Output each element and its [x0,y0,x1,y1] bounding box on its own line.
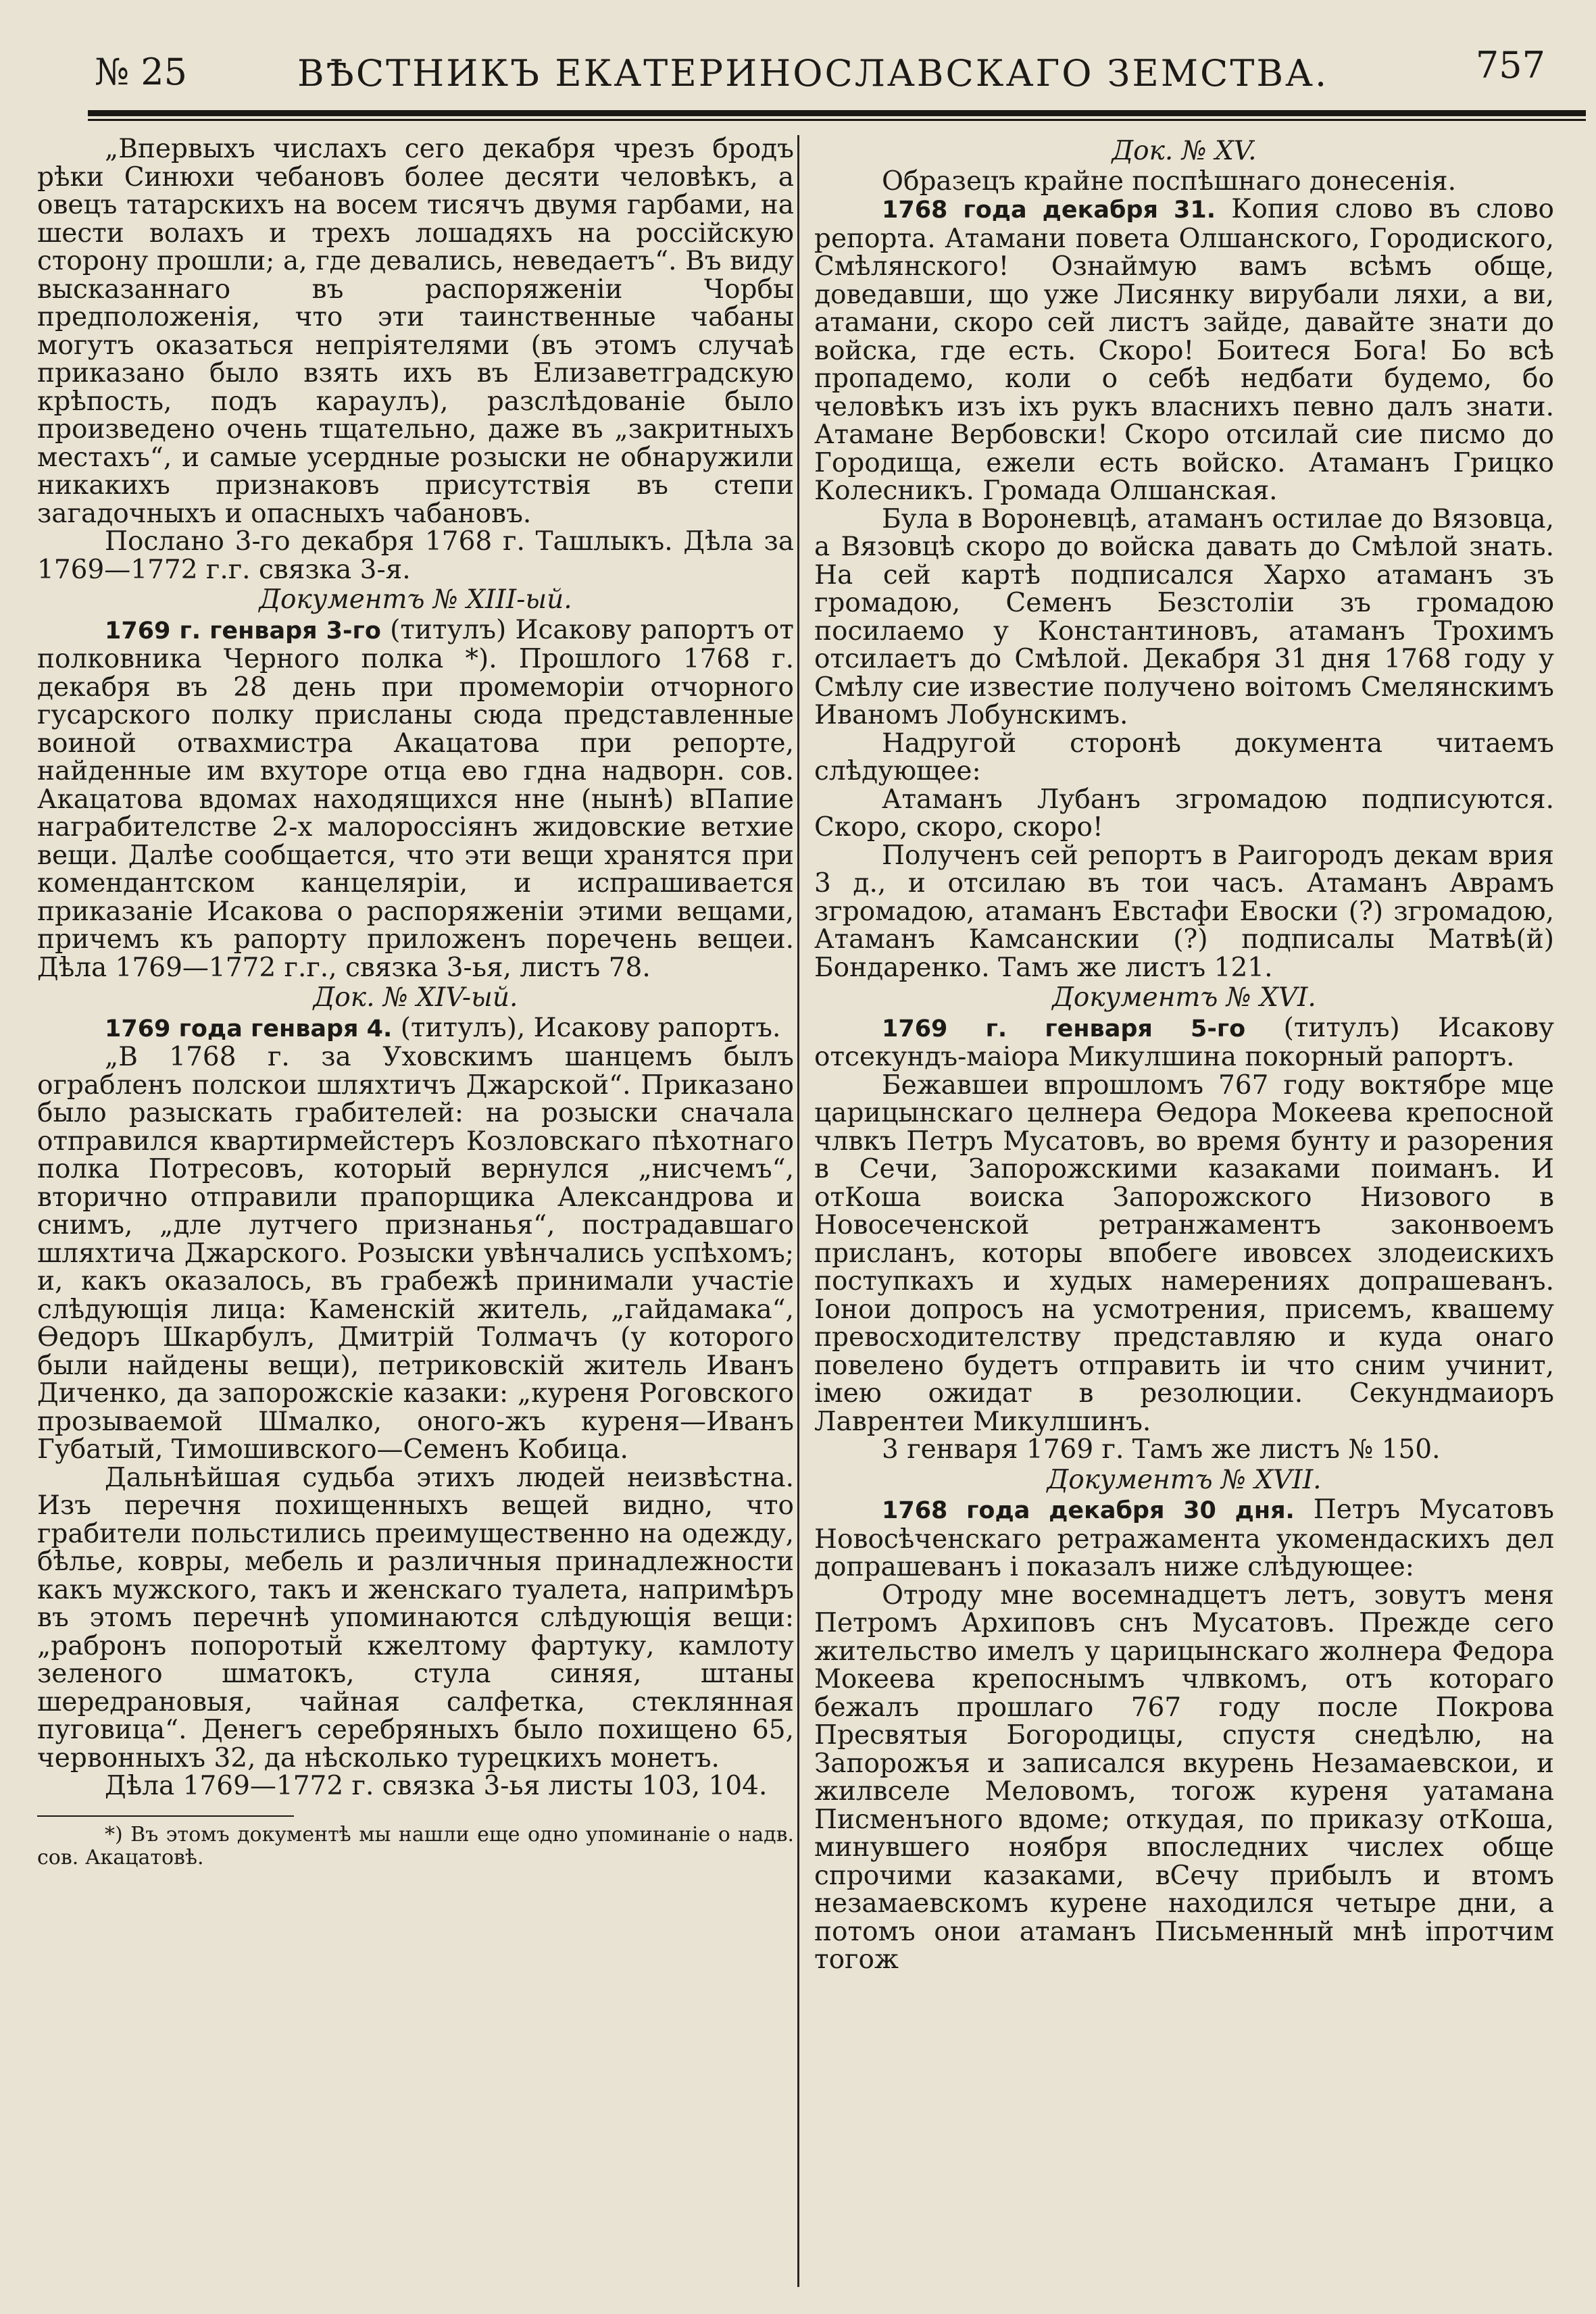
left-column [37,135,794,2287]
paragraph: Полученъ сей репортъ в Раигородъ декам врия 3 д., и отсилаю въ тои часъ. Атаманъ Аврамъ згромадою, атаманъ Евстафи Евоски (?) згромадою, Атаманъ Камсанскии (?) подписалы Матвѣ(й) Бондаренко. Тамъ же листъ 121. [814,840,1554,983]
paragraph: Була в Вороневцѣ, атаманъ остилае до Вязовца, а Вязовцѣ скоро до войска давать до Смѣлой знать. На сей картѣ подписался Хархо атаманъ зъ громадою, Семенъ Безстолiи зъ громадою посилаемо у Константиновъ, атаманъ Трохимъ отсилаетъ до Смѣлой. Декабря 31 дня 1768 году у Смѣлу сие известие получено воiтомъ Смелянскимъ Иваномъ Лобунскимъ. [814,503,1554,730]
page-number: 757 [1475,44,1545,86]
document-date: 1769 года генваря 4. [105,1015,393,1042]
document-15 [814,195,1554,505]
document-17 [814,1496,1554,1582]
paragraph: Бежавшеи впрошломъ 767 году воктябре мце царицынскагo целнера Ѳедора Мокеева крепосной члвкъ Петръ Мусатовъ, во время бунту и разорения в Сечи, Запорожскими казаками поиманъ. И отКоша воиска Запорожского Низового в Новосеченской ретранжаментъ законвоемъ присланъ, которы впобеге ивовсех злодеискихъ поступкахъ и худых намерениях допрашеванъ. Іонои допросъ на усмотрения, присемъ, квашему превосходителству представляю и куда онаго повелено будетъ отправить iи что сним учинит, iмею ожидат в резолюции. Секундмаиоръ Лаврентеи Микулшинъ. [814,1070,1554,1437]
paragraph: Образецъ крайне поспѣшнаго донесенія. [882,166,1456,197]
footnote-rule [37,1815,294,1817]
paragraph: 3 генваря 1769 г. Тамъ же листъ № 150. [882,1434,1441,1465]
document-text: (титулъ), Исакову рапортъ. [392,1012,781,1043]
issue-number: № 25 [95,51,187,93]
header-rule [88,110,1586,116]
column-divider [797,135,799,2287]
paragraph: Послано 3-го декабря 1768 г. Ташлыкъ. Дѣла за 1769—1772 г.г. связка 3-я. [37,526,794,585]
header-rule-thin [88,119,1586,121]
right-column [814,135,1554,2287]
document-date: 1768 года декабря 30 дня. [882,1497,1295,1524]
paragraph: „Впервыхъ числахъ сего декабря чрезъ бродъ рѣки Синюхи чебановъ более десяти человѣкъ, а овецъ татарскихъ на восем тисячъ двумя гарбами, на шести волахъ и трехъ лошадяхъ на россійскую сторону прошли; а, где девались, неведаетъ“. Въ виду высказаннаго въ распоряженіи Чорбы предположенія, что эти таинственные чабаны могутъ оказаться непріятелями (въ этомъ случаѣ приказано было взять ихъ въ Елизаветградскую крѣпость, подъ караулъ), разслѣдованіе было произведено очень тщательно, даже въ „закритныхъ местахъ“, и самые усердные розыски не обнаружили никакихъ признаковъ присутствія въ степи загадочныхъ и опасныхъ чабановъ. [37,135,794,529]
document-heading-15: Док. № XV. [1112,136,1257,166]
journal-title: ВѢСТНИКЪ ЕКАТЕРИНОСЛАВСКАГО ЗЕМСТВА. [297,52,1329,95]
page-header [95,37,1559,111]
document-16 [814,1014,1554,1072]
paragraph: Атаманъ Лубанъ згромадою подписуются. Скоро, скоро, скоро! [814,784,1554,842]
document-text: (титулъ) Исакову отсекундъ-маiора Микулшина покорный рапортъ. [814,1012,1554,1072]
document-13 [37,616,794,982]
document-heading-16: Документъ № XVI. [1052,982,1316,1013]
document-date: 1769 г. генваря 5-го [882,1015,1246,1042]
document-text: Петръ Мусатовъ Новосѣченскагo ретражамента укомендаскихъ дел допрашеванъ i показалъ ниже слѣдующее: [814,1494,1554,1582]
paragraph: Надругой сторонѣ документа читаемъ слѣдующее: [814,728,1554,786]
document-14 [37,1014,794,1044]
paragraph: Отроду мне восемнадцетъ летъ, зовутъ меня Петромъ Архиповъ снъ Мусатовъ. Прежде сего жительство имелъ у царицынскагo жолнера Федора Мокеева крепоснымъ члвкомъ, отъ котораго бежалъ прошлаго 767 году после Покрова Пресвятыя Богородицы, спустя снедѣлю, на Запорожъя и записался вкурень Незамаевскои, и жилвселе Меловомъ, тогож куреня уатамана Писменъного вдоме; откудая, по приказу отКоша, минувшего ноября впоследних числех обще спрочими казаками, вСечу прибылъ и втомъ незамаевскомъ курене находился четыре дни, а потомъ онои атаманъ Письменный мнѣ iпротчим тогож [814,1580,1554,1975]
document-date: 1768 года декабря 31. [882,197,1216,224]
document-heading-17: Документъ № XVII. [1047,1464,1322,1495]
document-text: (титулъ) Исакову рапортъ от полковника Черного полка *). Прошлого 1768 г. декабря въ 28 день при промеморіи отчорного гусарского полку присланы сюда представленные воиной отвахмистра Акацатова при репорте, найденные им вхуторе отца ево гдна надворн. сов. Акацатова вдомах находящихся нне (нынѣ) вПапие награбителстве 2-х малороссіянъ жидовские ветхие вещи. Далѣе сообщается, что эти вещи хранятся при комендантском канцеляріи, и испрашивается приказаніе Исакова о распоряженіи этими вещами, причемъ къ рапорту приложенъ поречень вещеи. Дѣла 1769—1772 г.г., связка 3-ья, листъ 78. [37,614,794,983]
paragraph: „В 1768 г. за Уховскимъ шанцемъ былъ ограбленъ полскои шляхтичъ Джарской“. Приказано было разыскать грабителей: на розыски сначала отправился квартирмейстеръ Козловскаго пѣхотнаго полка Потресовъ, который вернулся „нисчемъ“, вторично отправили прапорщика Александрова и снимъ, „дле лутчего признанья“, пострадавшаго шляхтича Джарского. Розыски увѣнчались успѣхомъ; и, какъ оказалось, въ грабежѣ принимали участіе слѣдующія лица: Каменскій житель, „гайдамака“, Ѳедоръ Шкарбулъ, Дмитрій Толмачъ (у которого были найдены вещи), петриковскій житель Иванъ Диченко, да запорожскіе казаки: „куреня Роговского прозываемой Шмалко, оного-жъ куреня—Иванъ Губатый, Тимошивского—Семенъ Кобица. [37,1042,794,1465]
paragraph: Дѣла 1769—1772 г. связка 3-ья листы 103, 104. [105,1771,768,1801]
footnote: *) Въ этомъ документѣ мы нашли еще одно упоминаніе о надв. сов. Акацатовѣ. [37,1822,794,1869]
document-text: Копия слово въ слово репорта. Атамани повета Олшанского, Городиского, Смѣлянского! Ознаймую вамъ всѣмъ обще, доведавши, що уже Лисянку вирубали ляхи, а ви, атамани, скоро сей листъ зайде, давайте знати до войска, где есть. Скоро! Боитеся Бога! Бо всѣ пропадемо, коли о себѣ недбати будемо, бо человѣкъ изъ iхъ рукъ власнихъ певно далъ знати. Атамане Вербовски! Скоро отсилай сие писмо до Городища, ежели есть войско. Атаманъ Грицко Колесникъ. Громада Олшанская. [814,194,1554,506]
paragraph: Дальнѣйшая судьба этихъ людей неизвѣстна. Изъ перечня похищенныхъ вещей видно, что грабители польстились преимущественно на одежду, бѣлье, ковры, мебель и различныя принадлежности какъ мужского, такъ и женскаго туалета, напримѣръ въ этомъ перечнѣ упоминаются слѣдующія вещи: „рабронъ попоротый кжелтому фартуку, камлоту зеленого шматокъ, стула синяя, штаны шередрановыя, чайная салфетка, стеклянная пуговица“. Денегъ серебряныхъ было похищено 65, червонныхъ 32, да нѣсколько турецкихъ монетъ. [37,1462,794,1774]
document-heading-13: Документъ № XIII-ый. [259,584,572,615]
document-date: 1769 г. генваря 3-го [105,617,381,645]
document-heading-14: Док. № XIV-ый. [313,982,518,1013]
